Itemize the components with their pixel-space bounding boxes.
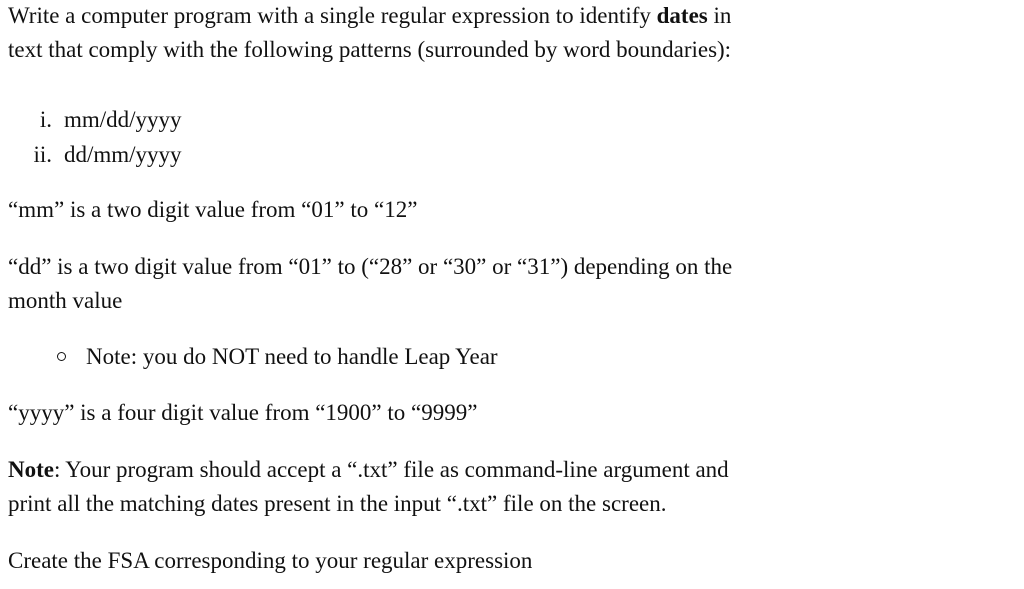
dd-rule-line-1: “dd” is a two digit value from “01” to (“28” or “30” or “31”) depending on the [8, 254, 733, 279]
pattern-text: mm/dd/yyyy [64, 107, 182, 132]
pattern-text: dd/mm/yyyy [64, 142, 182, 167]
hollow-bullet-icon [57, 352, 66, 361]
dates-keyword: dates [656, 3, 708, 28]
dd-rule-line-2: month value [8, 288, 123, 313]
intro-line-2: text that comply with the following patterns (surrounded by word boundaries): [8, 37, 732, 62]
note-line-1: Note: Your program should accept a “.txt” file as command-line argument and [8, 457, 729, 482]
note-line-2: print all the matching dates present in the input “.txt” file on the screen. [8, 491, 667, 516]
mm-rule: “mm” is a two digit value from “01” to “12” [8, 197, 418, 222]
fsa-task: Create the FSA corresponding to your regular expression [8, 548, 533, 573]
pattern-item-1 [20, 108, 182, 131]
leap-year-note: Note: you do NOT need to handle Leap Year [86, 344, 498, 369]
pattern-number: i. [39, 107, 52, 132]
yyyy-rule: “yyyy” is a four digit value from “1900” to “9999” [8, 400, 478, 425]
pattern-number: ii. [33, 142, 52, 167]
note-label: Note [8, 457, 54, 482]
intro-line-1: Write a computer program with a single regular expression to identify dates in [8, 3, 732, 28]
pattern-item-2 [20, 143, 182, 166]
